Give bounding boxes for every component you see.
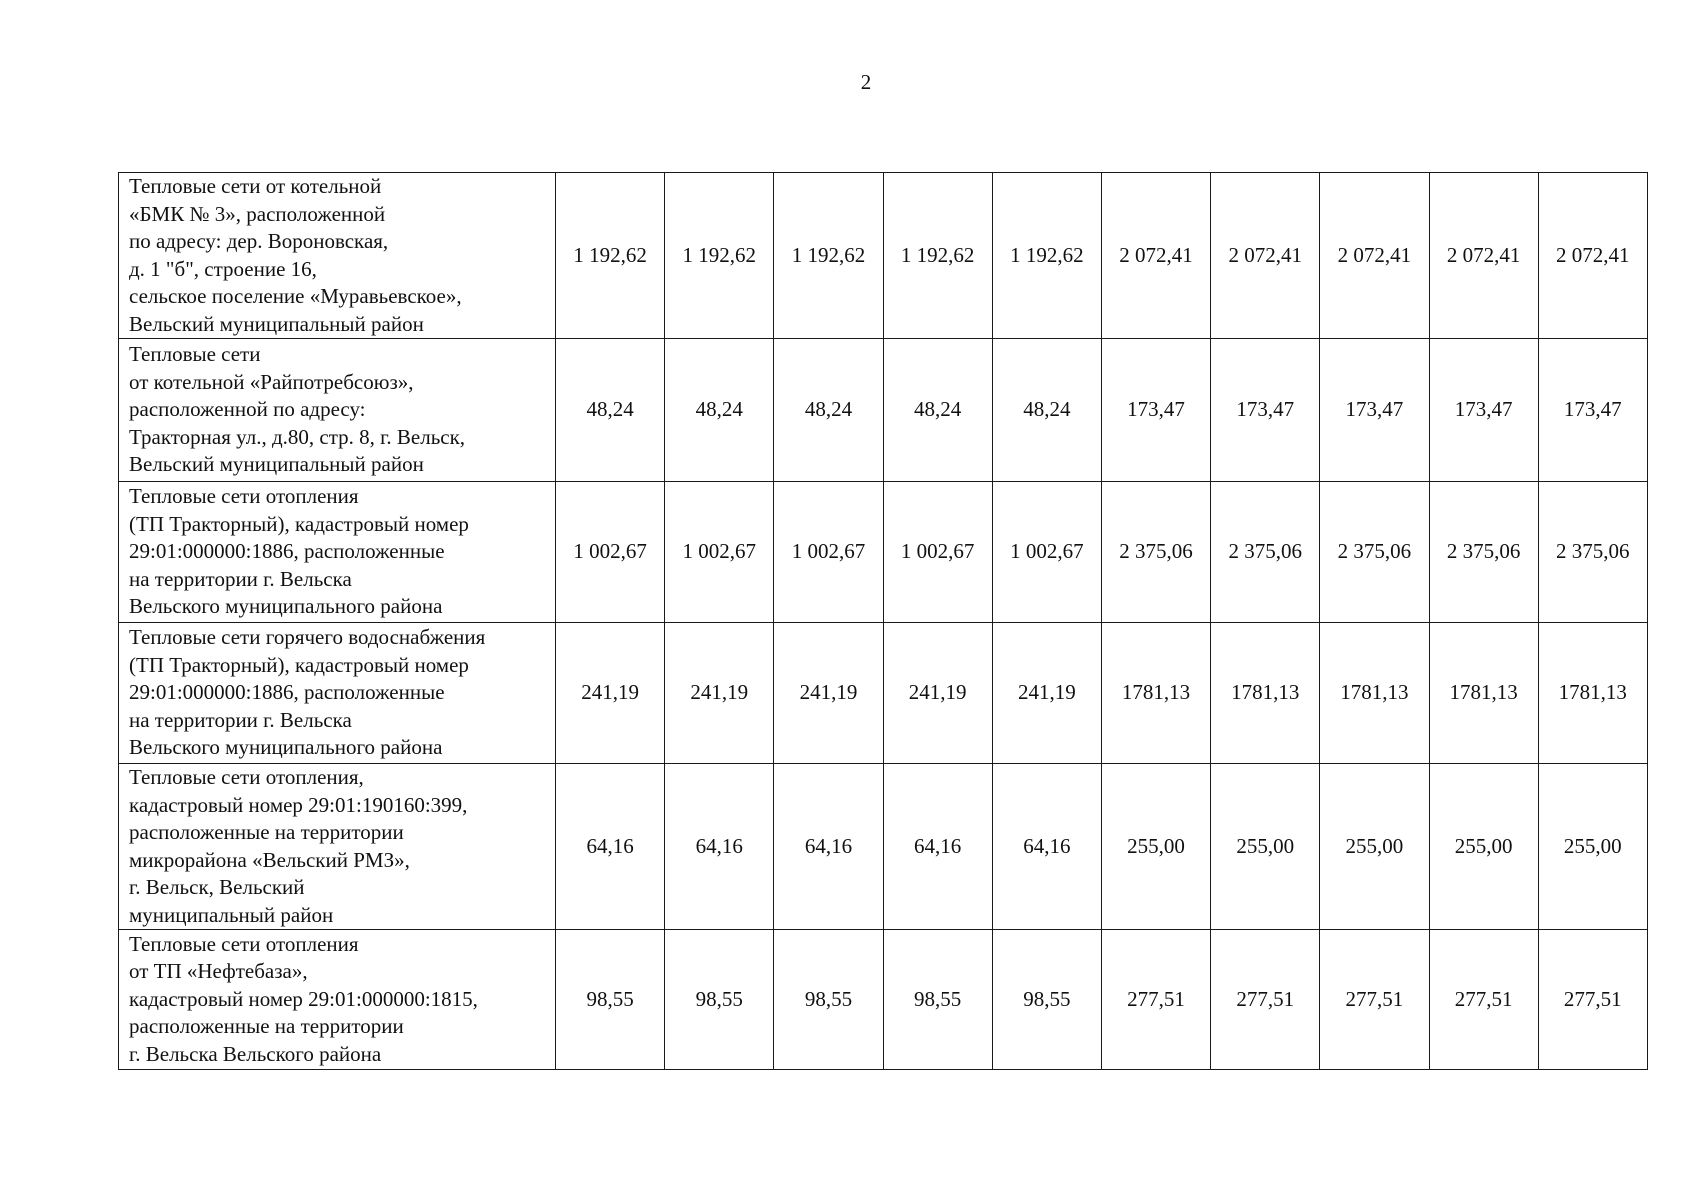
table-cell: 2 072,41 <box>1320 173 1429 339</box>
table-cell: 1 002,67 <box>992 482 1101 623</box>
table-cell: 241,19 <box>992 623 1101 764</box>
table-cell: 2 375,06 <box>1101 482 1210 623</box>
table-cell: 277,51 <box>1320 930 1429 1070</box>
table-cell: 277,51 <box>1211 930 1320 1070</box>
table-cell: 1 002,67 <box>883 482 992 623</box>
row-description: Тепловые сети горячего водоснабжения (ТП Тракторный), кадастровый номер 29:01:000000:1886, расположенные на территории г. Вельска Вельского муниципального района <box>119 623 556 764</box>
table-cell: 2 375,06 <box>1429 482 1538 623</box>
row-description: Тепловые сети от котельной «Райпотребсоюз», расположенной по адресу: Тракторная ул., д.80, стр. 8, г. Вельск, Вельский муниципальный район <box>119 339 556 482</box>
table-cell: 48,24 <box>665 339 774 482</box>
table-cell: 2 072,41 <box>1211 173 1320 339</box>
table-cell: 2 375,06 <box>1538 482 1647 623</box>
table-cell: 173,47 <box>1538 339 1647 482</box>
table-cell: 98,55 <box>665 930 774 1070</box>
table-cell: 277,51 <box>1538 930 1647 1070</box>
table-cell: 277,51 <box>1101 930 1210 1070</box>
table-cell: 241,19 <box>883 623 992 764</box>
table-cell: 2 375,06 <box>1320 482 1429 623</box>
table-cell: 255,00 <box>1429 764 1538 930</box>
table-cell: 1781,13 <box>1101 623 1210 764</box>
table-cell: 64,16 <box>556 764 665 930</box>
table-cell: 48,24 <box>883 339 992 482</box>
table-cell: 1781,13 <box>1320 623 1429 764</box>
table-cell: 241,19 <box>774 623 883 764</box>
table-cell: 2 375,06 <box>1211 482 1320 623</box>
row-description: Тепловые сети от котельной «БМК № 3», расположенной по адресу: дер. Вороновская, д. 1 "б", строение 16, сельское поселение «Муравьевское», Вельский муниципальный район <box>119 173 556 339</box>
table-cell: 173,47 <box>1101 339 1210 482</box>
table-row <box>119 173 1648 339</box>
table-row <box>119 764 1648 930</box>
table-cell: 1 002,67 <box>556 482 665 623</box>
table-cell: 48,24 <box>556 339 665 482</box>
table-cell: 2 072,41 <box>1429 173 1538 339</box>
table-cell: 1781,13 <box>1211 623 1320 764</box>
table-cell: 2 072,41 <box>1538 173 1647 339</box>
table-cell: 64,16 <box>774 764 883 930</box>
page-number: 2 <box>860 70 872 94</box>
table-cell: 1 192,62 <box>992 173 1101 339</box>
table-cell: 1 192,62 <box>774 173 883 339</box>
table-cell: 48,24 <box>774 339 883 482</box>
table-row <box>119 482 1648 623</box>
table-cell: 277,51 <box>1429 930 1538 1070</box>
table-row <box>119 930 1648 1070</box>
table-cell: 1781,13 <box>1538 623 1647 764</box>
table-cell: 1781,13 <box>1429 623 1538 764</box>
table-cell: 98,55 <box>992 930 1101 1070</box>
table-row <box>119 623 1648 764</box>
table-cell: 1 002,67 <box>665 482 774 623</box>
table-cell: 98,55 <box>883 930 992 1070</box>
table-cell: 241,19 <box>665 623 774 764</box>
table-cell: 173,47 <box>1320 339 1429 482</box>
row-description: Тепловые сети отопления (ТП Тракторный), кадастровый номер 29:01:000000:1886, расположенные на территории г. Вельска Вельского муниципального района <box>119 482 556 623</box>
table-cell: 1 192,62 <box>556 173 665 339</box>
table-cell: 48,24 <box>992 339 1101 482</box>
table-cell: 1 002,67 <box>774 482 883 623</box>
tariff-table <box>118 172 1648 1070</box>
table-cell: 98,55 <box>556 930 665 1070</box>
table-cell: 98,55 <box>774 930 883 1070</box>
table-cell: 241,19 <box>556 623 665 764</box>
table-cell: 2 072,41 <box>1101 173 1210 339</box>
table-row <box>119 339 1648 482</box>
table-cell: 1 192,62 <box>665 173 774 339</box>
table-cell: 255,00 <box>1320 764 1429 930</box>
table-cell: 255,00 <box>1101 764 1210 930</box>
row-description: Тепловые сети отопления, кадастровый номер 29:01:190160:399, расположенные на территории микрорайона «Вельский РМЗ», г. Вельск, Вельский муниципальный район <box>119 764 556 930</box>
table-cell: 64,16 <box>665 764 774 930</box>
table-cell: 64,16 <box>992 764 1101 930</box>
table-cell: 173,47 <box>1429 339 1538 482</box>
table-cell: 1 192,62 <box>883 173 992 339</box>
row-description: Тепловые сети отопления от ТП «Нефтебаза», кадастровый номер 29:01:000000:1815, расположенные на территории г. Вельска Вельского района <box>119 930 556 1070</box>
table-cell: 173,47 <box>1211 339 1320 482</box>
table-cell: 255,00 <box>1211 764 1320 930</box>
table-cell: 64,16 <box>883 764 992 930</box>
table-cell: 255,00 <box>1538 764 1647 930</box>
